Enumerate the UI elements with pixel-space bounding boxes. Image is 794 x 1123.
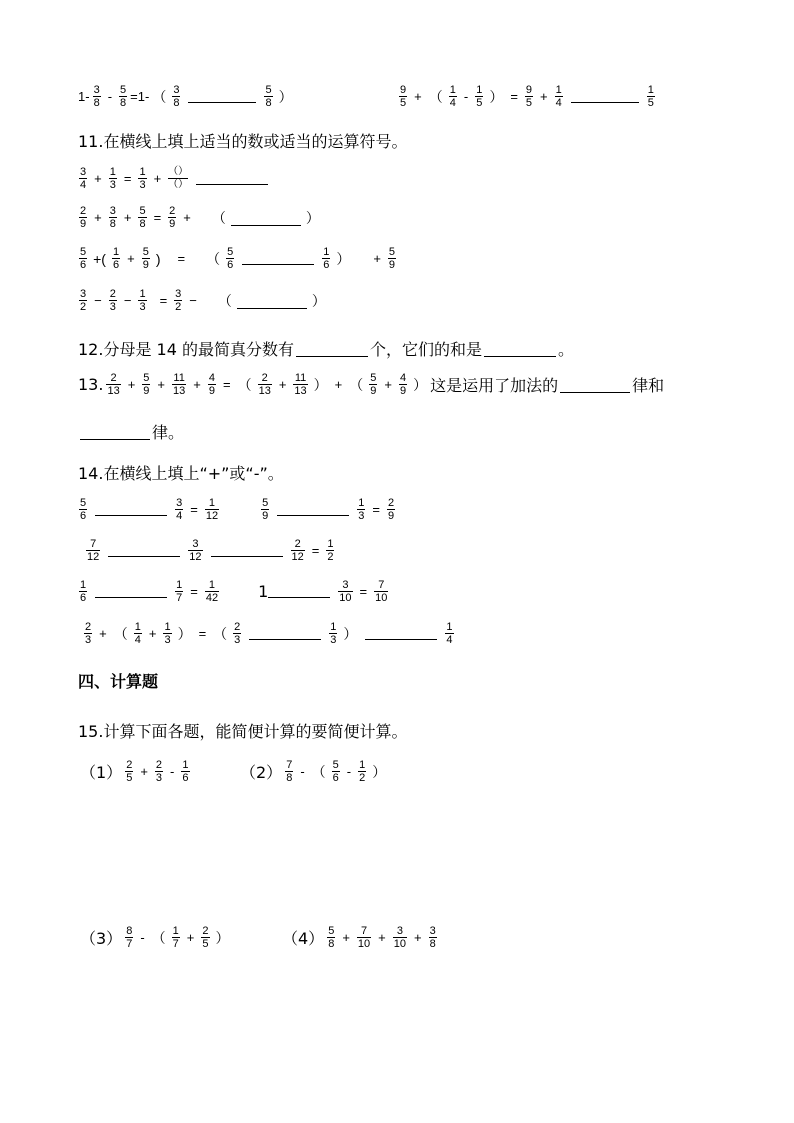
fraction: $\frac{1}{6}$ <box>323 246 330 271</box>
operator: + <box>414 89 422 104</box>
operator: + <box>186 930 195 945</box>
fraction: $\frac{11}{13}$ <box>173 372 186 397</box>
operator: - <box>170 764 175 779</box>
fraction: $\frac{5}{6}$ <box>332 759 339 784</box>
answer-blank[interactable] <box>196 184 268 185</box>
fraction: $\frac{3}{2}$ <box>175 288 182 313</box>
answer-blank[interactable] <box>188 102 256 103</box>
operator: + <box>127 251 135 266</box>
fraction: $\frac{5}{9}$ <box>142 246 149 271</box>
q15-problem-2 <box>240 759 389 784</box>
answer-blank[interactable] <box>231 209 301 226</box>
question-15-title: 15.计算下面各题，能简便计算的要简便计算。 <box>78 722 408 741</box>
fraction: $\frac{1}{7}$ <box>172 925 179 950</box>
q12-text-post: 。 <box>558 340 575 359</box>
operator: = <box>159 293 168 308</box>
operator: + <box>193 377 201 392</box>
answer-blank[interactable] <box>560 376 630 393</box>
equation-line-0 <box>78 84 296 109</box>
operator: + <box>157 377 166 392</box>
fraction: $\frac{2}{3}$ <box>155 759 163 784</box>
operator: + <box>94 210 102 225</box>
fraction: $\frac{2}{13}$ <box>107 372 120 397</box>
q13-text-3: 律。 <box>152 423 185 442</box>
left-paren: （ <box>206 250 221 267</box>
q15-problem-3 <box>80 925 233 950</box>
fraction: $\frac{2}{9}$ <box>387 497 395 522</box>
fraction: $\frac{3}{8}$ <box>109 205 116 230</box>
problem-label: （3） <box>80 929 123 948</box>
operator: = <box>222 377 231 392</box>
fraction: $\frac{9}{5}$ <box>400 84 407 109</box>
fraction: $\frac{1}{2}$ <box>359 759 366 784</box>
right-paren: ） <box>305 209 320 226</box>
fraction: $\frac{11}{13}$ <box>294 372 307 397</box>
answer-blank[interactable] <box>80 423 150 440</box>
fraction: $\frac{1}{3}$ <box>358 497 365 522</box>
q14-row-3 <box>76 579 391 604</box>
fraction: $\frac{1}{3}$ <box>109 166 116 191</box>
answer-blank[interactable] <box>268 597 330 598</box>
q13-text-1: 这是运用了加法的 <box>430 376 559 395</box>
question-11-title: 11.在横线上填上适当的数或适当的运算符号。 <box>78 132 408 151</box>
answer-blank[interactable] <box>571 102 639 103</box>
question-13 <box>78 372 664 397</box>
fraction: $\frac{3}{2}$ <box>80 288 87 313</box>
equals-text: =1- <box>130 89 150 104</box>
fraction: $\frac{2}{3}$ <box>234 621 241 646</box>
operator: = <box>311 543 320 558</box>
operator: − <box>94 293 102 308</box>
q14-row-1 <box>76 497 398 522</box>
right-paren: ） <box>215 929 230 946</box>
operator: + <box>373 251 381 266</box>
fraction: $\frac{5}{8}$ <box>265 84 272 109</box>
fraction: $\frac{5}{8}$ <box>120 84 127 109</box>
q14-row-4 <box>81 621 457 646</box>
operator: + <box>378 930 386 945</box>
operator: - <box>140 930 145 945</box>
answer-blank[interactable] <box>95 597 167 598</box>
answer-blank[interactable] <box>108 556 180 557</box>
right-paren: ） <box>489 88 504 105</box>
fraction: $\frac{1}{6}$ <box>182 759 189 784</box>
answer-blank[interactable] <box>277 515 349 516</box>
right-paren: ） <box>177 625 192 642</box>
fraction: $\frac{7}{12}$ <box>87 538 100 563</box>
operator: + <box>153 171 162 186</box>
problem-label: （4） <box>282 929 325 948</box>
operator: + <box>278 377 287 392</box>
fraction: $\frac{2}{9}$ <box>169 205 176 230</box>
fraction: $\frac{1}{3}$ <box>139 288 146 313</box>
q15-problem-1 <box>80 759 193 784</box>
left-paren: （ <box>113 625 128 642</box>
answer-blank[interactable] <box>237 292 307 309</box>
fraction: $\frac{5}{6}$ <box>80 246 87 271</box>
fraction: $\frac{2}{3}$ <box>85 621 92 646</box>
fraction: $\frac{5}{9}$ <box>370 372 377 397</box>
fraction: $\frac{1}{2}$ <box>327 538 334 563</box>
fraction: $\frac{8}{7}$ <box>126 925 133 950</box>
operator: = <box>190 502 198 517</box>
blank-fraction[interactable]: （） （） <box>168 166 189 190</box>
fraction: $\frac{1}{4}$ <box>449 84 456 109</box>
fraction: $\frac{5}{9}$ <box>388 246 396 271</box>
question-12 <box>78 337 574 360</box>
fraction: $\frac{3}{10}$ <box>393 925 406 950</box>
operator: = <box>177 251 186 266</box>
fraction: $\frac{5}{8}$ <box>328 925 335 950</box>
fraction: $\frac{7}{10}$ <box>375 579 388 604</box>
fraction: $\frac{4}{9}$ <box>399 372 407 397</box>
fraction: $\frac{1}{6}$ <box>80 579 87 604</box>
fraction: $\frac{1}{4}$ <box>446 621 453 646</box>
right-paren: ） <box>372 763 387 780</box>
question-14-title: 14.在横线上填上“+”或“-”。 <box>78 464 284 483</box>
operator: + <box>540 89 548 104</box>
fraction: $\frac{3}{8}$ <box>173 84 180 109</box>
operator: − <box>189 293 197 308</box>
operator: - <box>107 89 113 104</box>
left-paren: （ <box>237 376 252 393</box>
fraction: $\frac{5}{9}$ <box>262 497 269 522</box>
left-paren: （ <box>311 763 326 780</box>
fraction: $\frac{3}{8}$ <box>429 925 436 950</box>
fraction: $\frac{1}{3}$ <box>164 621 171 646</box>
operator: = <box>123 171 132 186</box>
q11-row-4 <box>76 288 329 313</box>
right-paren: ） <box>343 625 358 642</box>
fraction: $\frac{7}{8}$ <box>286 759 293 784</box>
q11-row-3 <box>76 246 399 271</box>
fraction: $\frac{2}{5}$ <box>126 759 133 784</box>
problem-label: （1） <box>80 763 123 782</box>
operator: - <box>463 89 469 104</box>
left-paren: （ <box>211 209 226 226</box>
operator: + <box>127 377 136 392</box>
right-paren: ） <box>313 376 328 393</box>
q14-row-2 <box>83 538 337 563</box>
fraction: $\frac{1}{3}$ <box>139 166 146 191</box>
left-paren: （ <box>217 292 232 309</box>
q13-text-2: 律和 <box>632 376 665 395</box>
right-paren: ） <box>413 376 428 393</box>
left-paren: （ <box>213 625 228 642</box>
q12-text-pre: 12.分母是 14 的最简真分数有 <box>78 340 294 359</box>
answer-blank[interactable] <box>242 264 314 265</box>
operator: + <box>123 210 132 225</box>
fraction: $\frac{2}{9}$ <box>80 205 87 230</box>
operator: = <box>153 210 162 225</box>
right-paren: ） <box>336 250 351 267</box>
right-paren: ) <box>155 250 161 267</box>
fraction: $\frac{1}{6}$ <box>112 246 120 271</box>
operator: + <box>140 764 148 779</box>
answer-blank[interactable] <box>365 639 437 640</box>
left-paren: （ <box>151 929 166 946</box>
fraction: $\frac{2}{13}$ <box>258 372 271 397</box>
fraction: $\frac{4}{9}$ <box>208 372 215 397</box>
operator: + <box>342 930 350 945</box>
fraction: $\frac{3}{12}$ <box>189 538 202 563</box>
fraction: $\frac{1}{3}$ <box>330 621 337 646</box>
right-paren: ） <box>311 292 326 309</box>
fraction: $\frac{3}{8}$ <box>93 84 100 109</box>
operator: - <box>300 764 305 779</box>
q11-row-2 <box>76 205 323 230</box>
fraction: $\frac{5}{8}$ <box>139 205 146 230</box>
operator: = <box>198 626 207 641</box>
fraction: $\frac{1}{5}$ <box>476 84 483 109</box>
operator: − <box>123 293 132 308</box>
fraction: $\frac{7}{10}$ <box>357 925 371 950</box>
fraction: $\frac{1}{5}$ <box>647 84 654 109</box>
q11-row-1 <box>76 166 273 191</box>
prefix-text: 1- <box>78 89 90 104</box>
q13-number: 13. <box>78 375 104 394</box>
operator: + <box>334 377 343 392</box>
fraction: $\frac{2}{3}$ <box>109 288 116 313</box>
answer-blank[interactable] <box>211 556 283 557</box>
answer-blank[interactable] <box>95 515 167 516</box>
operator: - <box>346 764 352 779</box>
q12-text-mid: 个，它们的和是 <box>369 340 482 359</box>
section-heading: 四、计算题 <box>78 672 159 691</box>
right-paren: ） <box>278 88 293 105</box>
fraction: $\frac{1}{7}$ <box>176 579 183 604</box>
operator: + <box>99 626 107 641</box>
operator: + <box>148 626 157 641</box>
fraction: $\frac{3}{4}$ <box>176 497 183 522</box>
left-paren: （ <box>349 376 364 393</box>
left-paren: （ <box>428 88 443 105</box>
fraction: $\frac{1}{4}$ <box>555 84 562 109</box>
q15-problem-4 <box>282 925 440 950</box>
fraction: $\frac{3}{4}$ <box>80 166 87 191</box>
fraction: $\frac{9}{5}$ <box>525 84 533 109</box>
operator: = <box>510 89 518 104</box>
left-paren: （ <box>152 88 167 105</box>
operator: = <box>190 584 198 599</box>
fraction: $\frac{5}{6}$ <box>227 246 234 271</box>
operator: + <box>94 171 102 186</box>
answer-blank[interactable] <box>296 340 368 357</box>
fraction: $\frac{3}{10}$ <box>339 579 352 604</box>
operator: = <box>359 584 368 599</box>
operator: + <box>183 210 191 225</box>
operator: + <box>384 377 392 392</box>
fraction: $\frac{5}{9}$ <box>143 372 150 397</box>
fraction: $\frac{1}{4}$ <box>134 621 141 646</box>
problem-label: （2） <box>240 763 283 782</box>
equation-line-0-right <box>396 84 658 109</box>
whole-number: 1 <box>258 582 269 601</box>
operator: = <box>372 502 380 517</box>
fraction: $\frac{1}{42}$ <box>205 579 219 604</box>
fraction: $\frac{2}{5}$ <box>202 925 209 950</box>
fraction: $\frac{2}{12}$ <box>291 538 304 563</box>
fraction: $\frac{5}{6}$ <box>80 497 87 522</box>
question-13-cont <box>78 420 184 443</box>
answer-blank[interactable] <box>484 340 556 357</box>
operator: +( <box>93 250 106 267</box>
fraction: $\frac{1}{12}$ <box>205 497 219 522</box>
operator: + <box>414 930 422 945</box>
answer-blank[interactable] <box>249 639 321 640</box>
